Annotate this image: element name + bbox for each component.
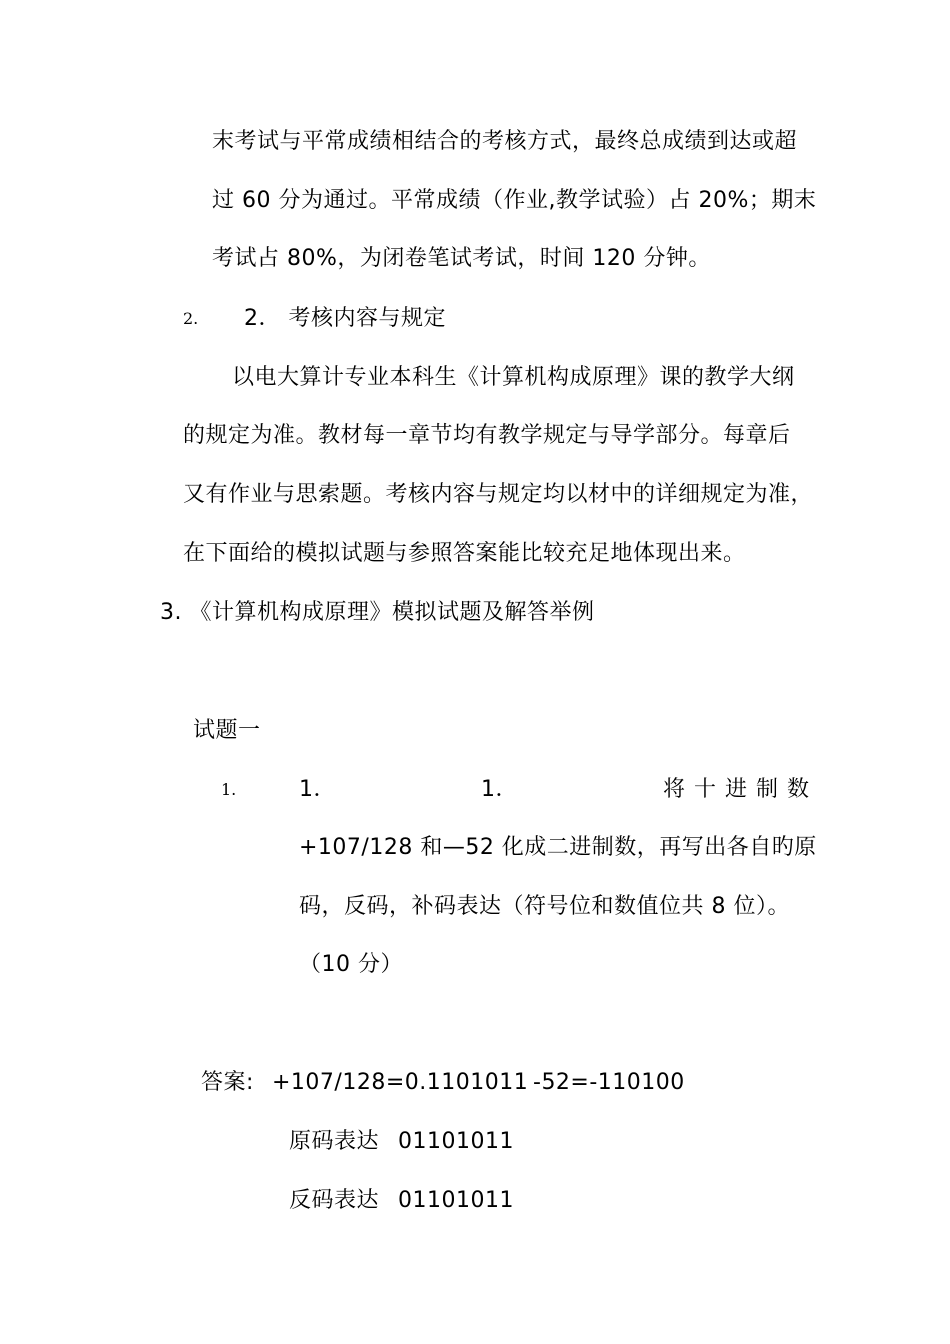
answer-value: +107/128=0.1101011 xyxy=(272,1070,529,1095)
question-marker: 1． xyxy=(481,777,518,802)
question-marker: 1． xyxy=(299,777,336,802)
code-label: 原码表达 xyxy=(289,1129,380,1154)
paragraph-line: 考试占 80%，为闭卷笔试考试，时间 120 分钟。 xyxy=(212,246,711,271)
paragraph-line: 又有作业与思索题。考核内容与规定均以材中的详细规定为准， xyxy=(183,482,814,507)
paragraph-line: 的规定为准。教材每一章节均有教学规定与导学部分。每章后 xyxy=(183,423,791,448)
paragraph-line: 过 60 分为通过。平常成绩（作业,教学试验）占 20%；期末 xyxy=(212,188,817,213)
answer-label: 答案: xyxy=(201,1070,254,1095)
code-value: 01101011 xyxy=(398,1188,514,1213)
question-text: +107/128 和—52 化成二进制数，再写出各自旳原 xyxy=(299,835,817,860)
code-label: 反码表达 xyxy=(289,1188,380,1213)
section-heading: 2． 考核内容与规定 xyxy=(244,306,446,331)
question-text: 将十进制数 xyxy=(663,777,819,802)
paragraph-line: 末考试与平常成绩相结合的考核方式，最终总成绩到达或超 xyxy=(212,129,798,154)
code-value: 01101011 xyxy=(398,1129,514,1154)
section-heading: 3. 《计算机构成原理》模拟试题及解答举例 xyxy=(160,600,595,625)
list-number: 2. xyxy=(183,309,199,328)
exam-title: 试题一 xyxy=(193,718,261,743)
paragraph-line: 以电大算计专业本科生《计算机构成原理》课的教学大纲 xyxy=(232,365,795,390)
paragraph-line: 在下面给的模拟试题与参照答案能比较充足地体现出来。 xyxy=(183,541,746,566)
question-points: （10 分） xyxy=(299,952,403,977)
list-number: 1. xyxy=(221,780,237,799)
question-text: 码，反码，补码表达（符号位和数值位共 8 位）。 xyxy=(299,894,790,919)
answer-value: -52=-110100 xyxy=(533,1070,685,1095)
